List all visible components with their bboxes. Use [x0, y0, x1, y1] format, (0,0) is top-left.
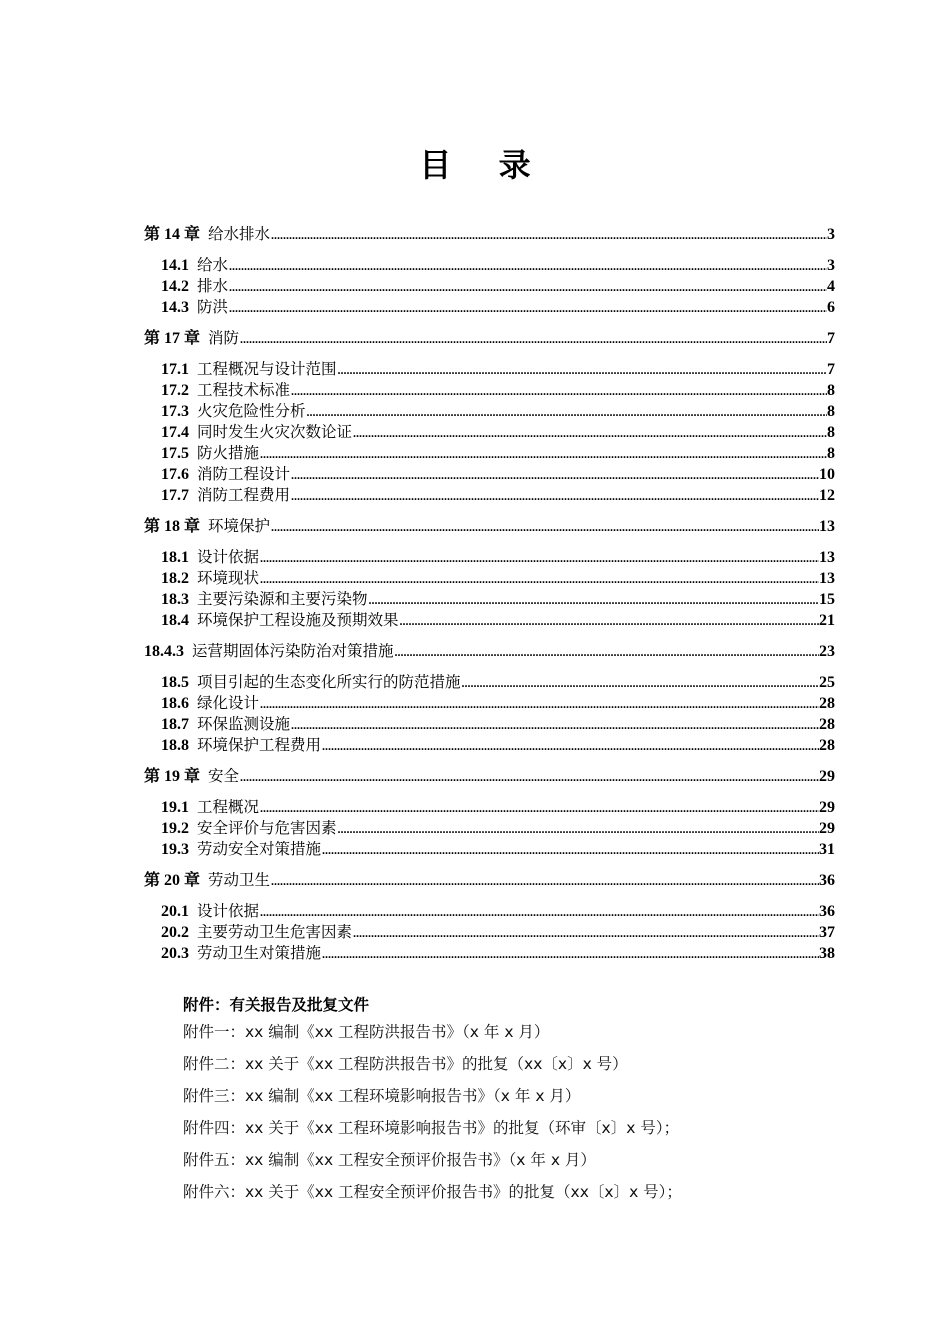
toc-entry-title: 设计依据 [197, 548, 260, 566]
toc-entry-title: 绿化设计 [197, 694, 260, 712]
toc-entry-title: 项目引起的生态变化所实行的防范措施 [197, 673, 461, 691]
toc-entry-number: 第 19 章 [144, 768, 209, 785]
toc-entry-title: 排水 [197, 277, 229, 295]
toc-entry-title: 环境保护工程费用 [197, 736, 322, 754]
toc-section-entry[interactable] [144, 443, 835, 464]
toc-page-number: 8 [827, 445, 835, 462]
toc-page-number: 13 [819, 570, 835, 587]
toc-entry-number: 17.5 [161, 445, 197, 462]
toc-entry-title: 安全 [208, 767, 240, 785]
toc-page-number: 13 [819, 549, 835, 566]
toc-dot-leader [353, 923, 819, 944]
toc-page-number: 21 [819, 612, 835, 629]
toc-entry-title: 工程技术标准 [197, 381, 291, 399]
toc-page-number: 28 [819, 716, 835, 733]
toc-entry-title: 消防工程费用 [197, 486, 291, 504]
toc-entry-number: 14.2 [161, 278, 197, 295]
toc-section-entry[interactable] [144, 380, 835, 401]
toc-entry-title: 同时发生火灾次数论证 [197, 423, 353, 441]
toc-entry-number: 14.1 [161, 257, 197, 274]
table-of-contents [144, 224, 835, 964]
toc-section-entry[interactable] [144, 422, 835, 443]
toc-dot-leader [260, 548, 819, 569]
toc-page-number: 8 [827, 382, 835, 399]
toc-section-entry[interactable] [144, 922, 835, 943]
attachment-item: 附件四：xx 关于《xx 工程环境影响报告书》的批复（环审〔x〕x 号）； [183, 1119, 680, 1137]
toc-page-number: 6 [827, 299, 835, 316]
toc-dot-leader [307, 402, 827, 423]
toc-dot-leader [322, 736, 819, 757]
toc-section-entry[interactable] [144, 589, 835, 610]
toc-page-number: 13 [819, 518, 835, 535]
toc-entry-title: 安全评价与危害因素 [197, 819, 337, 837]
toc-page-number: 15 [819, 591, 835, 608]
toc-entry-number: 18.4 [161, 612, 197, 629]
toc-section-entry[interactable] [144, 547, 835, 568]
toc-dot-leader [260, 902, 819, 923]
toc-chapter-entry[interactable] [144, 870, 835, 891]
toc-dot-leader [338, 819, 819, 840]
toc-section-entry[interactable] [144, 359, 835, 380]
toc-section-entry[interactable] [144, 714, 835, 735]
toc-chapter-entry[interactable] [144, 766, 835, 787]
toc-dot-leader [271, 517, 819, 538]
attachment-item: 附件三：xx 编制《xx 工程环境影响报告书》（x 年 x 月） [183, 1087, 581, 1105]
toc-entry-number: 17.3 [161, 403, 197, 420]
toc-page-number: 12 [819, 487, 835, 504]
toc-entry-title: 防洪 [197, 298, 229, 316]
page-title: 目 录 [419, 146, 549, 184]
toc-entry-title: 环境现状 [197, 569, 260, 587]
toc-entry-number: 19.1 [161, 799, 197, 816]
toc-page-number: 3 [827, 226, 835, 243]
toc-dot-leader [322, 944, 819, 965]
toc-page-number: 28 [819, 695, 835, 712]
toc-dot-leader [271, 225, 827, 246]
toc-section-entry[interactable] [144, 464, 835, 485]
toc-section-entry[interactable] [144, 797, 835, 818]
toc-entry-title: 防火措施 [197, 444, 260, 462]
attachment-item: 附件六：xx 关于《xx 工程安全预评价报告书》的批复（xx〔x〕x 号）； [183, 1183, 682, 1201]
toc-chapter-entry[interactable] [144, 516, 835, 537]
toc-entry-number: 第 20 章 [144, 872, 209, 889]
attachment-item: 附件二：xx 关于《xx 工程防洪报告书》的批复（xx〔x〕x 号） [183, 1055, 628, 1073]
toc-page-number: 37 [819, 924, 835, 941]
toc-entry-number: 18.2 [161, 570, 197, 587]
toc-section-entry[interactable] [144, 485, 835, 506]
toc-entry-title: 工程概况 [197, 798, 260, 816]
toc-entry-number: 18.8 [161, 737, 197, 754]
toc-page-number: 4 [827, 278, 835, 295]
toc-entry-number: 17.4 [161, 424, 197, 441]
toc-dot-leader [400, 611, 819, 632]
toc-entry-title: 运营期固体污染防治对策措施 [192, 642, 394, 660]
toc-chapter-entry[interactable] [144, 328, 835, 349]
toc-entry-title: 设计依据 [197, 902, 260, 920]
toc-entry-title: 环境保护工程设施及预期效果 [197, 611, 399, 629]
toc-page-number: 10 [819, 466, 835, 483]
toc-page-number: 29 [819, 820, 835, 837]
toc-entry-number: 20.3 [161, 945, 197, 962]
toc-page-number: 31 [819, 841, 835, 858]
toc-entry-number: 14.3 [161, 299, 197, 316]
attachment-item: 附件五：xx 编制《xx 工程安全预评价报告书》（x 年 x 月） [183, 1151, 596, 1169]
toc-entry-number: 18.1 [161, 549, 197, 566]
toc-section-entry[interactable] [144, 610, 835, 631]
toc-page-number: 23 [819, 643, 835, 660]
toc-entry-number: 18.7 [161, 716, 197, 733]
toc-dot-leader [229, 298, 827, 319]
toc-entry-number: 17.2 [161, 382, 197, 399]
toc-section-entry[interactable] [144, 693, 835, 714]
toc-dot-leader [291, 381, 827, 402]
toc-entry-number: 第 18 章 [144, 518, 209, 535]
toc-dot-leader [260, 798, 819, 819]
toc-section-entry[interactable] [144, 276, 835, 297]
toc-page-number: 36 [819, 872, 835, 889]
toc-entry-number: 19.3 [161, 841, 197, 858]
toc-entry-number: 17.1 [161, 361, 197, 378]
toc-page-number: 8 [827, 403, 835, 420]
toc-page-number: 29 [819, 799, 835, 816]
toc-page-number: 7 [827, 330, 835, 347]
toc-dot-leader [260, 569, 819, 590]
toc-dot-leader [462, 673, 819, 694]
toc-section-entry[interactable] [144, 943, 835, 964]
toc-entry-title: 主要劳动卫生危害因素 [197, 923, 353, 941]
toc-page-number: 7 [827, 361, 835, 378]
toc-entry-number: 19.2 [161, 820, 197, 837]
toc-entry-title: 主要污染源和主要污染物 [197, 590, 368, 608]
toc-entry-title: 环保监测设施 [197, 715, 291, 733]
toc-entry-title: 消防 [208, 329, 240, 347]
toc-dot-leader [260, 694, 819, 715]
attachments-heading: 附件：有关报告及批复文件 [183, 996, 370, 1014]
toc-page-number: 28 [819, 737, 835, 754]
toc-section-entry[interactable] [144, 672, 835, 693]
toc-entry-number: 18.3 [161, 591, 197, 608]
toc-dot-leader [353, 423, 827, 444]
toc-entry-title: 给水 [197, 256, 229, 274]
toc-page-number: 36 [819, 903, 835, 920]
toc-dot-leader [395, 642, 819, 663]
toc-entry-number: 第 17 章 [144, 330, 209, 347]
toc-section-entry[interactable] [144, 839, 835, 860]
toc-section-entry[interactable] [144, 297, 835, 318]
toc-section-entry[interactable] [144, 901, 835, 922]
toc-entry-number: 18.4.3 [144, 643, 192, 660]
toc-entry-title: 劳动卫生对策措施 [197, 944, 322, 962]
attachment-item: 附件一：xx 编制《xx 工程防洪报告书》（x 年 x 月） [183, 1023, 550, 1041]
toc-chapter-entry[interactable] [144, 641, 835, 662]
toc-entry-number: 20.1 [161, 903, 197, 920]
toc-entry-title: 劳动安全对策措施 [197, 840, 322, 858]
toc-section-entry[interactable] [144, 401, 835, 422]
toc-dot-leader [291, 486, 819, 507]
toc-entry-number: 20.2 [161, 924, 197, 941]
toc-entry-title: 给水排水 [208, 225, 271, 243]
attachments-section [183, 994, 823, 1208]
toc-entry-number: 18.5 [161, 674, 197, 691]
toc-dot-leader [229, 277, 827, 298]
toc-dot-leader [229, 256, 827, 277]
toc-dot-leader [291, 465, 819, 486]
toc-entry-number: 17.6 [161, 466, 197, 483]
toc-page-number: 8 [827, 424, 835, 441]
toc-entry-number: 第 14 章 [144, 226, 209, 243]
toc-entry-title: 工程概况与设计范围 [197, 360, 337, 378]
toc-section-entry[interactable] [144, 255, 835, 276]
toc-page-number: 29 [819, 768, 835, 785]
toc-entry-title: 消防工程设计 [197, 465, 291, 483]
attachments-list [183, 1016, 823, 1208]
toc-entry-title: 劳动卫生 [208, 871, 271, 889]
toc-section-entry[interactable] [144, 818, 835, 839]
toc-entry-number: 18.6 [161, 695, 197, 712]
toc-dot-leader [322, 840, 819, 861]
toc-page-number: 3 [827, 257, 835, 274]
toc-entry-title: 火灾危险性分析 [197, 402, 306, 420]
toc-dot-leader [291, 715, 819, 736]
toc-dot-leader [260, 444, 827, 465]
toc-entry-number: 17.7 [161, 487, 197, 504]
toc-page-number: 38 [819, 945, 835, 962]
toc-section-entry[interactable] [144, 568, 835, 589]
toc-entry-title: 环境保护 [208, 517, 271, 535]
toc-dot-leader [271, 871, 819, 892]
toc-dot-leader [369, 590, 819, 611]
toc-chapter-entry[interactable] [144, 224, 835, 245]
toc-page-number: 25 [819, 674, 835, 691]
toc-dot-leader [240, 329, 827, 350]
toc-dot-leader [338, 360, 827, 381]
toc-section-entry[interactable] [144, 735, 835, 756]
toc-dot-leader [240, 767, 819, 788]
